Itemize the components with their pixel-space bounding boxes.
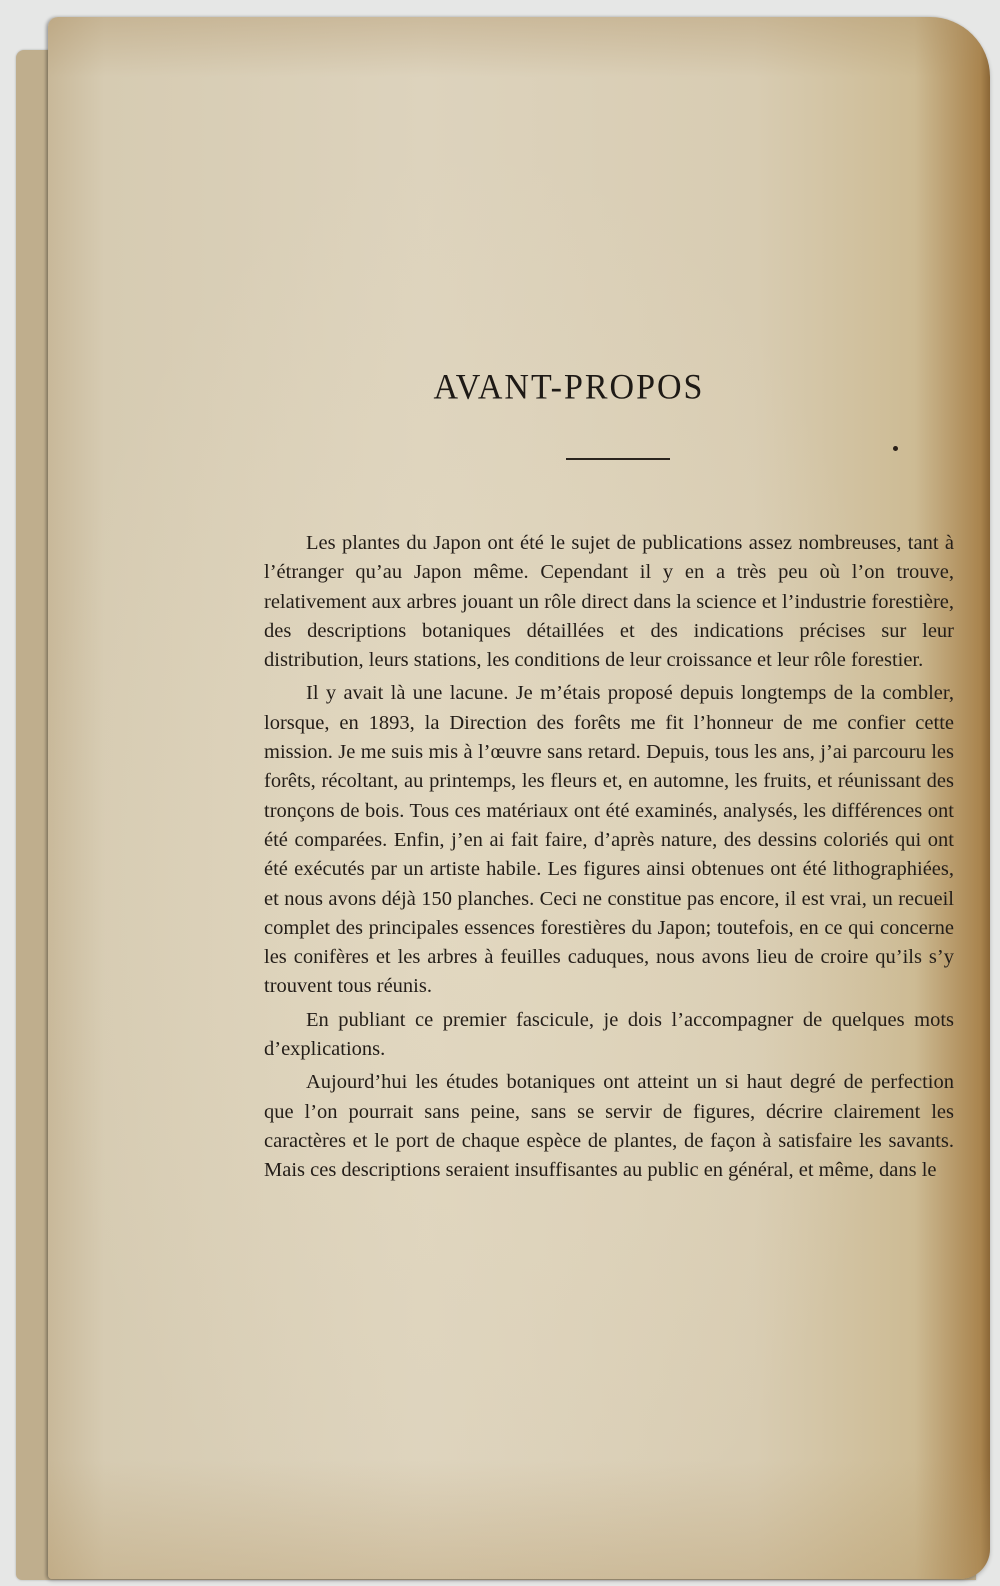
book-page [48,17,990,1579]
paragraph-2: Il y avait là une lacune. Je m’étais proposé depuis longtemps de la combler, lorsque, en 1893, la Direction des forêts me fit l’honneur de me confier cette mission. Je me suis mis à l’œuvre sans retard. Depuis, tous les ans, j’ai parcouru les forêts, récoltant, au printemps, les fleurs et, en automne, les fruits, et réunissant des tronçons de bois. Tous ces matériaux ont été examinés, analysés, les différences ont été comparées. Enfin, j’en ai fait faire, d’après nature, des dessins coloriés qui ont été exécutés par un artiste habile. Les figures ainsi obtenues ont été lithographiées, et nous avons déjà 150 planches. Ceci ne constitue pas encore, il est vrai, un recueil complet des principales essences forestières du Japon; toutefois, en ce qui concerne les conifères et les arbres à feuilles caduques, nous avons lieu de croire qu’ils s’y trouvent tous réunis. [264,682,954,998]
paragraph-4: Aujourd’hui les études botaniques ont atteint un si haut degré de perfection que l’on pourrait sans peine, sans se servir de figures, décrire clairement les caractères et le port de chaque espèce de plantes, de façon à satisfaire les savants. Mais ces descriptions seraient insuffisantes au public en général, et même, dans le [264,1071,954,1182]
title-divider [566,458,670,460]
paragraph-3: En publiant ce premier fascicule, je dois l’accompagner de quelques mots d’explications. [264,1008,954,1061]
paragraph-1: Les plantes du Japon ont été le sujet de publications assez nombreuses, tant à l’étranger qu’au Japon même. Cependant il y en a très peu où l’on trouve, relativement aux arbres jouant un rôle direct dans la science et l’industrie forestière, des descriptions botaniques détaillées et des indications précises sur leur distribution, leurs stations, les conditions de leur croissance et leur rôle forestier. [264,532,954,672]
ink-dot-mark [893,446,898,451]
body-text [264,529,954,1190]
page-title: AVANT-PROPOS [433,368,705,407]
